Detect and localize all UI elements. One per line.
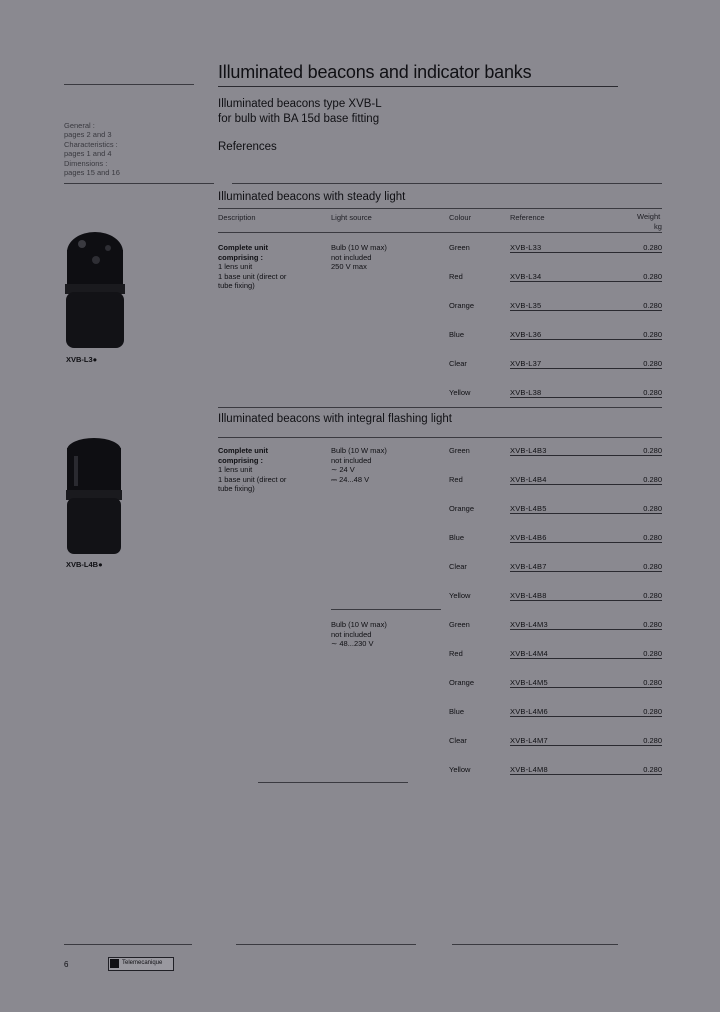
light-line: Bulb (10 W max) bbox=[331, 620, 387, 629]
steady-light-source bbox=[331, 243, 387, 272]
colour-cell: Clear bbox=[449, 562, 467, 571]
weight-cell: 0.280 bbox=[643, 359, 662, 368]
colour-cell: Clear bbox=[449, 359, 467, 368]
sidebar-rule bbox=[64, 183, 214, 184]
desc-line: 1 lens unit bbox=[218, 262, 253, 271]
sidebar-line: pages 2 and 3 bbox=[64, 130, 112, 140]
cross-reference-sidebar bbox=[64, 121, 120, 177]
colour-cell: Green bbox=[449, 243, 470, 252]
row-rule bbox=[510, 455, 662, 456]
sidebar-line: pages 15 and 16 bbox=[64, 168, 120, 178]
reference-cell: XVB-L4B5 bbox=[510, 504, 547, 513]
sidebar-line: pages 1 and 4 bbox=[64, 149, 112, 159]
colour-cell: Red bbox=[449, 475, 463, 484]
weight-cell: 0.280 bbox=[643, 504, 662, 513]
col-light-source: Light source bbox=[331, 213, 372, 222]
footer-rule bbox=[452, 944, 618, 945]
beacon-steady-caption: XVB-L3● bbox=[66, 355, 98, 364]
row-rule bbox=[510, 252, 662, 253]
col-weight: Weight bbox=[637, 212, 661, 221]
flashing-light-source-b bbox=[331, 620, 387, 649]
light-line: Bulb (10 W max) bbox=[331, 243, 387, 252]
reference-cell: XVB-L33 bbox=[510, 243, 542, 252]
light-line: not included bbox=[331, 455, 372, 465]
row-rule bbox=[510, 716, 662, 717]
weight-cell: 0.280 bbox=[643, 272, 662, 281]
weight-cell: 0.280 bbox=[643, 736, 662, 745]
light-line: 250 V max bbox=[331, 262, 367, 271]
reference-cell: XVB-L4B8 bbox=[510, 591, 547, 600]
colour-cell: Orange bbox=[449, 301, 475, 310]
row-rule bbox=[510, 745, 662, 746]
desc-line: tube fixing) bbox=[218, 281, 255, 290]
reference-cell: XVB-L38 bbox=[510, 388, 542, 397]
column-header-rule bbox=[218, 208, 662, 209]
weight-cell: 0.280 bbox=[643, 330, 662, 339]
row-rule bbox=[510, 774, 662, 775]
desc-bold: comprising : bbox=[218, 455, 264, 465]
colour-cell: Clear bbox=[449, 736, 467, 745]
reference-cell: XVB-L4B6 bbox=[510, 533, 547, 542]
references-heading: References bbox=[218, 141, 277, 153]
row-rule bbox=[510, 513, 662, 514]
weight-cell: 0.280 bbox=[643, 620, 662, 629]
col-weight-unit: kg bbox=[654, 222, 662, 231]
col-colour: Colour bbox=[449, 213, 472, 222]
reference-cell: XVB-L4B4 bbox=[510, 475, 547, 484]
row-rule bbox=[510, 658, 662, 659]
row-rule bbox=[510, 484, 662, 485]
flashing-description bbox=[218, 446, 286, 494]
section-rule bbox=[232, 183, 662, 184]
row-rule bbox=[510, 281, 662, 282]
light-line: not included bbox=[331, 252, 372, 262]
row-rule bbox=[510, 571, 662, 572]
beacon-steady-photo bbox=[62, 230, 128, 350]
group-rule bbox=[331, 609, 441, 610]
colour-cell: Red bbox=[449, 649, 463, 658]
footer-rule bbox=[64, 944, 192, 945]
steady-description bbox=[218, 243, 286, 291]
row-rule bbox=[510, 397, 662, 398]
light-line: ∼ 24 V bbox=[331, 465, 355, 474]
row-rule bbox=[510, 687, 662, 688]
col-description: Description bbox=[218, 213, 256, 222]
weight-cell: 0.280 bbox=[643, 765, 662, 774]
colour-cell: Blue bbox=[449, 330, 465, 339]
colour-cell: Yellow bbox=[449, 591, 471, 600]
colour-cell: Green bbox=[449, 620, 470, 629]
colour-cell: Orange bbox=[449, 504, 475, 513]
desc-bold: Complete unit bbox=[218, 446, 268, 455]
subtitle-line-1: Illuminated beacons type XVB-L bbox=[218, 98, 382, 110]
table-end-rule bbox=[258, 782, 408, 783]
logo-text: Telemecanique bbox=[122, 960, 163, 966]
row-rule bbox=[510, 310, 662, 311]
footer-rule bbox=[236, 944, 416, 945]
reference-cell: XVB-L4M7 bbox=[510, 736, 548, 745]
page-number: 6 bbox=[64, 960, 69, 969]
section-sub-rule bbox=[218, 437, 662, 438]
desc-line: 1 base unit (direct or bbox=[218, 474, 287, 484]
left-rule bbox=[64, 84, 194, 85]
weight-cell: 0.280 bbox=[643, 301, 662, 310]
light-line: Bulb (10 W max) bbox=[331, 446, 387, 455]
row-rule bbox=[510, 542, 662, 543]
brand-logo bbox=[108, 957, 174, 971]
col-reference: Reference bbox=[510, 213, 545, 222]
flashing-light-source-a bbox=[331, 446, 387, 484]
row-rule bbox=[510, 368, 662, 369]
weight-cell: 0.280 bbox=[643, 562, 662, 571]
weight-cell: 0.280 bbox=[643, 243, 662, 252]
colour-cell: Blue bbox=[449, 707, 465, 716]
row-rule bbox=[510, 600, 662, 601]
page-title: Illuminated beacons and indicator banks bbox=[218, 62, 532, 82]
reference-cell: XVB-L4M3 bbox=[510, 620, 548, 629]
colour-cell: Blue bbox=[449, 533, 465, 542]
weight-cell: 0.280 bbox=[643, 707, 662, 716]
weight-cell: 0.280 bbox=[643, 678, 662, 687]
sidebar-line: General : bbox=[64, 121, 95, 130]
desc-line: 1 base unit (direct or bbox=[218, 271, 287, 281]
colour-cell: Red bbox=[449, 272, 463, 281]
weight-cell: 0.280 bbox=[643, 533, 662, 542]
row-rule bbox=[510, 629, 662, 630]
desc-bold: Complete unit bbox=[218, 243, 268, 252]
desc-bold: comprising : bbox=[218, 252, 264, 262]
reference-cell: XVB-L4B3 bbox=[510, 446, 547, 455]
light-line: ⎓ 24...48 V bbox=[331, 474, 370, 484]
subtitle bbox=[218, 97, 382, 127]
logo-mark-icon bbox=[110, 959, 119, 968]
colour-cell: Orange bbox=[449, 678, 475, 687]
colour-cell: Yellow bbox=[449, 388, 471, 397]
sidebar-line: Dimensions : bbox=[64, 158, 108, 168]
reference-cell: XVB-L4M8 bbox=[510, 765, 548, 774]
subtitle-line-2: for bulb with BA 15d base fitting bbox=[218, 113, 380, 125]
header-bottom-rule bbox=[218, 232, 662, 233]
reference-cell: XVB-L35 bbox=[510, 301, 542, 310]
section-heading-steady: Illuminated beacons with steady light bbox=[218, 191, 406, 203]
weight-cell: 0.280 bbox=[643, 591, 662, 600]
light-line: not included bbox=[331, 629, 372, 639]
sidebar-line: Characteristics : bbox=[64, 139, 118, 149]
colour-cell: Yellow bbox=[449, 765, 471, 774]
reference-cell: XVB-L37 bbox=[510, 359, 542, 368]
section-heading-flashing: Illuminated beacons with integral flashing light bbox=[218, 413, 452, 425]
weight-cell: 0.280 bbox=[643, 446, 662, 455]
reference-cell: XVB-L36 bbox=[510, 330, 542, 339]
section-rule bbox=[218, 407, 662, 408]
reference-cell: XVB-L4B7 bbox=[510, 562, 547, 571]
reference-cell: XVB-L4M6 bbox=[510, 707, 548, 716]
beacon-flashing-caption: XVB-L4B● bbox=[66, 560, 103, 569]
title-rule bbox=[218, 86, 618, 87]
desc-line: tube fixing) bbox=[218, 484, 255, 493]
light-line: ∼ 48...230 V bbox=[331, 639, 374, 648]
reference-cell: XVB-L34 bbox=[510, 272, 542, 281]
colour-cell: Green bbox=[449, 446, 470, 455]
weight-cell: 0.280 bbox=[643, 475, 662, 484]
row-rule bbox=[510, 339, 662, 340]
weight-cell: 0.280 bbox=[643, 388, 662, 397]
weight-cell: 0.280 bbox=[643, 649, 662, 658]
beacon-flashing-photo bbox=[64, 436, 124, 556]
desc-line: 1 lens unit bbox=[218, 465, 253, 474]
reference-cell: XVB-L4M5 bbox=[510, 678, 548, 687]
reference-cell: XVB-L4M4 bbox=[510, 649, 548, 658]
